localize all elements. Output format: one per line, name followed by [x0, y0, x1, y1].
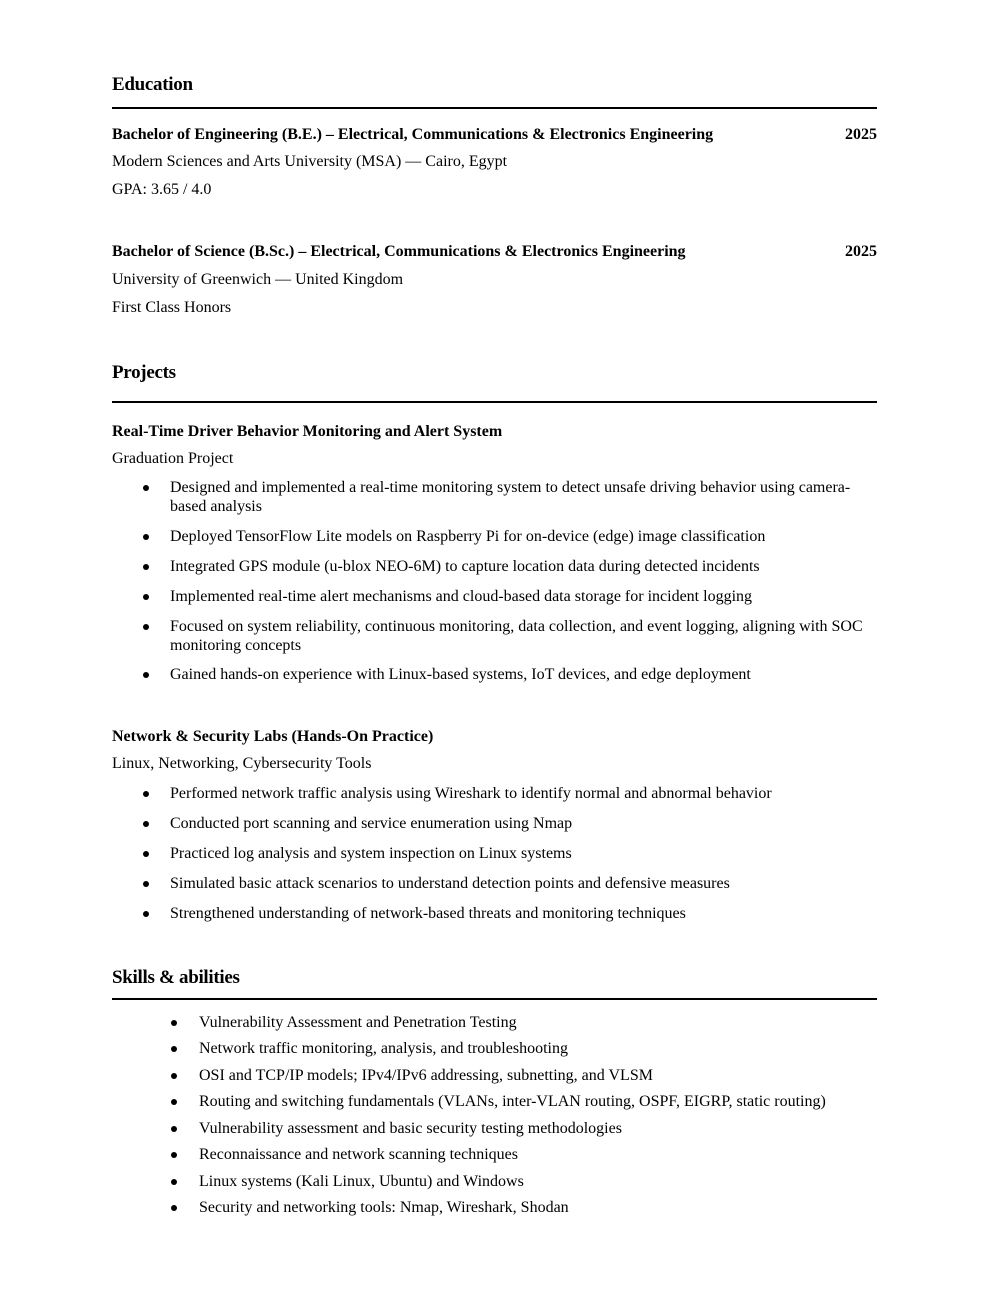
bullet-icon: [143, 564, 149, 570]
skills-divider: [112, 998, 877, 1000]
bullet-icon: [171, 1205, 177, 1211]
bullet-icon: [171, 1046, 177, 1052]
skill-text: Linux systems (Kali Linux, Ubuntu) and Windows: [199, 1173, 524, 1190]
bullet-text: Implemented real-time alert mechanisms and cloud-based data storage for incident logging: [170, 588, 753, 605]
project-subtitle: Graduation Project: [112, 450, 234, 467]
bullet-icon: [143, 881, 149, 887]
skill-text: OSI and TCP/IP models; IPv4/IPv6 addressing, subnetting, and VLSM: [199, 1067, 653, 1084]
education-year: 2025: [845, 126, 877, 143]
bullet-icon: [143, 821, 149, 827]
bullet-text: Strengthened understanding of network-based threats and monitoring techniques: [170, 905, 686, 922]
skills-heading: Skills & abilities: [112, 967, 240, 988]
skill-text: Vulnerability assessment and basic security testing methodologies: [199, 1120, 622, 1137]
skill-text: Routing and switching fundamentals (VLANs, inter-VLAN routing, OSPF, EIGRP, static routing): [199, 1093, 826, 1110]
bullet-text: Focused on system reliability, continuous monitoring, data collection, and event logging, aligning with SOC monitoring concepts: [170, 618, 863, 654]
project-bullet: [140, 784, 876, 804]
education-divider: [112, 107, 877, 109]
bullet-icon: [143, 534, 149, 540]
bullet-icon: [171, 1073, 177, 1079]
project-title: Real-Time Driver Behavior Monitoring and Alert System: [112, 423, 503, 440]
education-degree: Bachelor of Engineering (B.E.) – Electrical, Communications & Electronics Engineering: [112, 126, 714, 143]
skill-item: [168, 1172, 876, 1192]
project-bullet: [140, 874, 876, 894]
bullet-text: Performed network traffic analysis using Wireshark to identify normal and abnormal behavior: [170, 785, 772, 802]
project-bullet: [140, 814, 876, 834]
education-heading: Education: [112, 74, 193, 95]
project-bullet: [140, 527, 876, 547]
bullet-text: Deployed TensorFlow Lite models on Raspberry Pi for on-device (edge) image classification: [170, 528, 766, 545]
bullet-icon: [171, 1020, 177, 1026]
skill-item: [168, 1092, 876, 1112]
education-detail: GPA: 3.65 / 4.0: [112, 181, 212, 198]
skill-item: [168, 1013, 876, 1033]
education-institution: University of Greenwich — United Kingdom: [112, 271, 404, 288]
education-detail: First Class Honors: [112, 299, 232, 316]
skill-item: [168, 1066, 876, 1086]
bullet-icon: [171, 1152, 177, 1158]
education-institution: Modern Sciences and Arts University (MSA) — Cairo, Egypt: [112, 153, 508, 170]
bullet-icon: [143, 791, 149, 797]
project-bullet: [140, 665, 876, 685]
skill-text: Reconnaissance and network scanning techniques: [199, 1146, 519, 1163]
project-title: Network & Security Labs (Hands-On Practice): [112, 728, 434, 745]
project-bullet: [140, 478, 876, 518]
skill-item: [168, 1198, 876, 1218]
skill-item: [168, 1039, 876, 1059]
project-subtitle: Linux, Networking, Cybersecurity Tools: [112, 755, 372, 772]
bullet-icon: [143, 672, 149, 678]
skill-text: Vulnerability Assessment and Penetration Testing: [199, 1014, 517, 1031]
bullet-icon: [143, 485, 149, 491]
projects-divider: [112, 401, 877, 403]
bullet-text: Integrated GPS module (u-blox NEO-6M) to capture location data during detected incidents: [170, 558, 760, 575]
bullet-icon: [171, 1126, 177, 1132]
project-bullet: [140, 557, 876, 577]
bullet-icon: [143, 911, 149, 917]
bullet-text: Practiced log analysis and system inspection on Linux systems: [170, 845, 572, 862]
project-bullet: [140, 617, 876, 657]
project-bullet: [140, 904, 876, 924]
bullet-text: Simulated basic attack scenarios to understand detection points and defensive measures: [170, 875, 730, 892]
skill-item: [168, 1145, 876, 1165]
bullet-text: Designed and implemented a real-time monitoring system to detect unsafe driving behavior using camera-based analysis: [170, 479, 851, 515]
project-bullet: [140, 844, 876, 864]
projects-heading: Projects: [112, 362, 176, 383]
bullet-icon: [171, 1099, 177, 1105]
bullet-text: Conducted port scanning and service enumeration using Nmap: [170, 815, 573, 832]
education-degree: Bachelor of Science (B.Sc.) – Electrical, Communications & Electronics Engineering: [112, 243, 686, 260]
skill-item: [168, 1119, 876, 1139]
bullet-text: Gained hands-on experience with Linux-based systems, IoT devices, and edge deployment: [170, 666, 751, 683]
project-bullet: [140, 587, 876, 607]
skill-text: Security and networking tools: Nmap, Wireshark, Shodan: [199, 1199, 569, 1216]
bullet-icon: [143, 851, 149, 857]
skill-text: Network traffic monitoring, analysis, and troubleshooting: [199, 1040, 568, 1057]
bullet-icon: [143, 594, 149, 600]
education-year: 2025: [845, 243, 877, 260]
bullet-icon: [143, 624, 149, 630]
bullet-icon: [171, 1179, 177, 1185]
